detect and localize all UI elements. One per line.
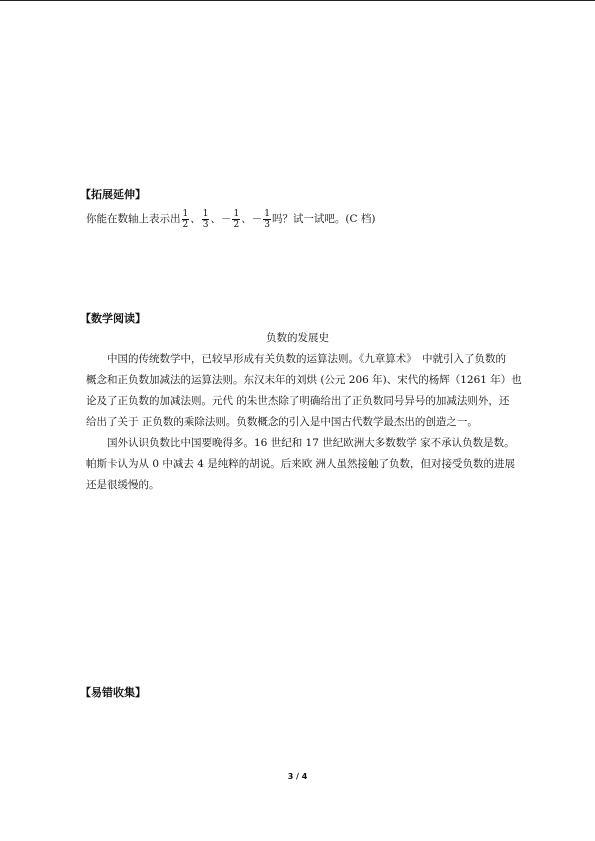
separator: 、 (241, 212, 252, 225)
minus-sign: － (251, 212, 263, 225)
reading-line: 帕斯卡认为从 0 中减去 4 是纯粹的胡说。后来欧 洲人虽然接触了负数，但对接受负数的进展 (86, 458, 516, 470)
reading-line: 给出了关于 正负数的乘除法则。负数概念的引入是中国古代数学最杰出的创造之一。 (86, 416, 478, 428)
minus-sign: － (220, 212, 232, 225)
reading-line: 国外认识负数比中国要晚得多。16 世纪和 17 世纪欧洲大多数数学 家不承认负数是数。 (107, 437, 515, 449)
extension-heading: 【拓展延伸】 (80, 188, 146, 201)
reading-title: 负数的发展史 (266, 332, 329, 344)
reading-line: 中国的传统数学中，已较早形成有关负数的运算法则。《九章算术》 中就引入了负数的 (107, 353, 506, 365)
fraction-negative-one-third: $\frac{1}{3}$ (264, 208, 270, 230)
top-rule (0, 0, 595, 1)
reading-line: 概念和正负数加减法的运算法则。东汉末年的刘烘 (公元 206 年)、宋代的杨辉（1261 年）也 (86, 374, 522, 386)
question-prefix: 你能在数轴上表示出 (86, 212, 181, 225)
fraction-negative-one-half: $\frac{1}{2}$ (233, 208, 240, 230)
separator: 、 (210, 212, 221, 225)
fraction-one-half: $\frac{1}{2}$ (182, 208, 189, 230)
separator: 、 (190, 212, 201, 225)
reading-heading: 【数学阅读】 (80, 312, 146, 325)
question-suffix: 吗？试一试吧。(C 档) (271, 212, 376, 225)
fraction-one-third: $\frac{1}{3}$ (202, 208, 209, 230)
reading-line: 论及了正负数的加减法则。元代 的朱世杰除了明确给出了正负数同号异号的加减法则外，还 (86, 395, 510, 407)
page-number: 3 / 4 (287, 772, 308, 781)
reading-body (86, 349, 542, 496)
reading-line: 还是很缓慢的。 (86, 479, 160, 491)
errors-heading: 【易错收集】 (80, 686, 146, 699)
extension-question (86, 204, 376, 234)
